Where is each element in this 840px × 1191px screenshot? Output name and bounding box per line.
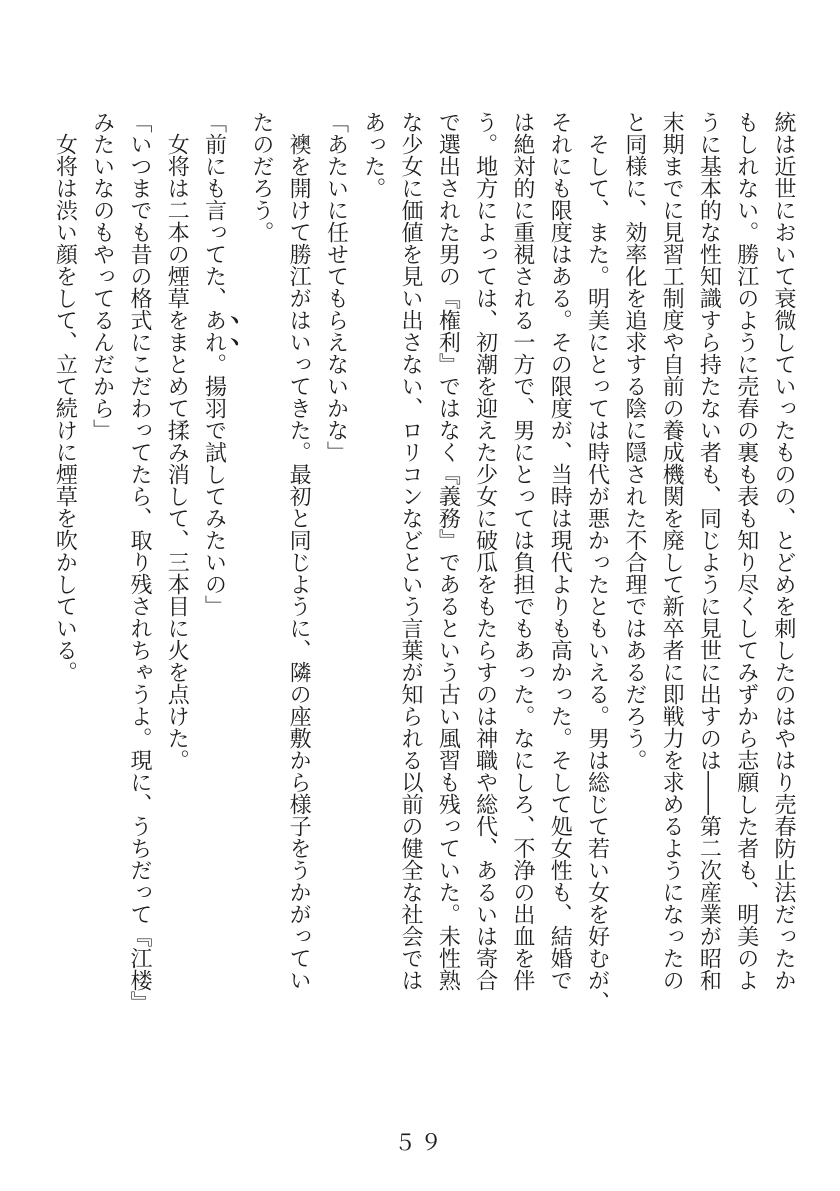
text-line: 女将は二本の煙草をまとめて揉み消して、三本目に火を点けた。: [164, 111, 190, 771]
text-line: そして、また。明美にとっては時代が悪かったともいえる。男は総じて若い女を好むが、: [584, 111, 610, 1013]
text-line: 襖を開けて勝江がはいってきた。最初と同じように、隣の座敷から様子をうかがってい: [286, 111, 312, 991]
text-line: と同様に、効率化を追求する陰に隠された不合理ではあるだろう。: [621, 111, 647, 771]
text-line: あった。: [360, 111, 386, 199]
dialogue-line: [195, 111, 242, 1011]
page-number: ５９: [393, 1131, 446, 1156]
text-line: 統は近世において衰微していったものの、とどめを刺したのはやはり売春防止法だったか: [771, 111, 796, 991]
text-line: う。地方によっては、初潮を迎えた少女に破瓜をもたらすのは神職や総代、あるいは寄合: [472, 111, 498, 991]
text-line: は絶対的に重視される一方で、男にとっては負担でもあった。なにしろ、不浄の出血を伴: [509, 111, 535, 991]
text-line: 末期までに見習工制度や自前の養成機関を廃して新卒者に即戦力を求めるようになったの: [659, 111, 685, 991]
text-segment: 「前にも言ってた、: [201, 111, 227, 309]
text-line: それにも限度はある。その限度が、当時は現代よりも高かった。そして処女性も、結婚で: [547, 111, 573, 991]
dialogue-line: 「あたいに任せてもらえないかな」: [323, 111, 349, 463]
dialogue-line: みたいなのもやってるんだから」: [89, 111, 115, 441]
text-line: な少女に価値を見い出さない、ロリコンなどという言葉が知られる以前の健全な社会では: [398, 111, 424, 991]
emphasized-text: あれ: [201, 309, 227, 353]
text-line: で選出された男の『権利』ではなく『義務』であるという古い風習も残っていた。未性熟: [435, 111, 461, 991]
dialogue-line: 「いつまでも昔の格式にこだわってたら、取り残されちゃうよ。現に、うちだって『江楼』: [126, 111, 152, 1013]
text-line: 女将は渋い顔をして、立て続けに煙草を吹かしている。: [52, 111, 78, 683]
text-segment: 。揚羽で試してみたいの」: [201, 353, 227, 617]
text-line: もしれない。勝江のように売春の裏も表も知り尽くしてみずから志願した者も、明美のよ: [733, 111, 759, 991]
text-line: うに基本的な性知識すら持たない者も、同じように見世に出すのは――第二次産業が昭和: [696, 111, 722, 991]
vertical-text-body: [46, 111, 802, 1011]
text-line: たのだろう。: [248, 111, 274, 243]
